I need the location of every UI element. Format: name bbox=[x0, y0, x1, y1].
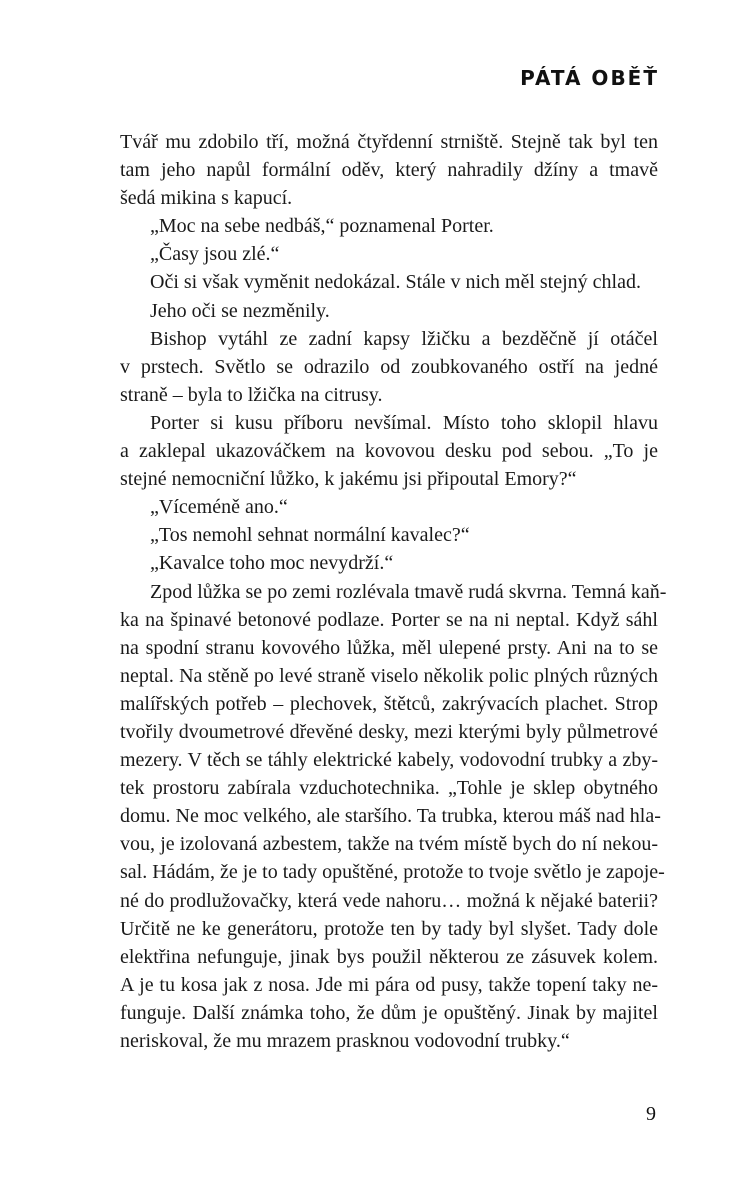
text-line: na spodní stranu kovového lůžka, měl ulepené prsty. Ani na to se bbox=[120, 636, 658, 659]
text-line: funguje. Další známka toho, že dům je opuštěný. Jinak by majitel bbox=[120, 1001, 658, 1024]
text-line: neriskoval, že mu mrazem prasknou vodovodní trubky.“ bbox=[120, 1030, 570, 1052]
text-line: „Víceméně ano.“ bbox=[150, 496, 288, 519]
text-line: neptal. Na stěně po levé straně viselo několik polic plných různých bbox=[120, 664, 658, 687]
text-line: elektřina nefunguje, jinak bys použil některou ze zásuvek kolem. bbox=[120, 945, 658, 968]
text-line: „Kavalce toho moc nevydrží.“ bbox=[150, 552, 394, 575]
text-line: Tvář mu zdobilo tří, možná čtyřdenní strniště. Stejně tak byl ten bbox=[120, 131, 658, 153]
text-line: Oči si však vyměnit nedokázal. Stále v nich měl stejný chlad. bbox=[150, 271, 641, 294]
text-line: domu. Ne moc velkého, ale staršího. Ta trubka, kterou máš nad hla- bbox=[120, 805, 661, 828]
text-line: „Tos nemohl sehnat normální kavalec?“ bbox=[150, 524, 470, 547]
text-line: „Moc na sebe nedbáš,“ poznamenal Porter. bbox=[150, 215, 494, 238]
text-line: mezery. V těch se táhly elektrické kabely, vodovodní trubky a zby- bbox=[120, 749, 658, 772]
text-line: a zaklepal ukazováčkem na kovovou desku pod sebou. „To je bbox=[120, 440, 658, 463]
text-line: Bishop vytáhl ze zadní kapsy lžičku a bezděčně jí otáčel bbox=[150, 327, 658, 350]
text-line: né do prodlužovačky, která vede nahoru… možná k nějaké baterii? bbox=[120, 889, 658, 912]
body-text bbox=[120, 128, 667, 1055]
text-line: Zpod lůžka se po zemi rozlévala tmavě rudá skvrna. Temná kaň- bbox=[150, 580, 667, 603]
page-number: 9 bbox=[646, 1103, 656, 1125]
text-line: tek prostoru zabírala vzduchotechnika. „Tohle je sklep obytného bbox=[120, 777, 658, 800]
text-line: malířských potřeb – plechovek, štětců, zakrývacích plachet. Strop bbox=[120, 692, 658, 715]
text-line: straně – byla to lžička na citrusy. bbox=[120, 383, 383, 406]
text-line: „Časy jsou zlé.“ bbox=[150, 243, 280, 266]
text-line: ka na špinavé betonové podlaze. Porter se na ni neptal. Když sáhl bbox=[120, 608, 658, 631]
text-line: Jeho oči se nezměnily. bbox=[150, 299, 330, 322]
text-line: vou, je izolovaná azbestem, takže na tvém místě bych do ní nekou- bbox=[120, 833, 658, 856]
running-header: PÁTÁ OBĚŤ bbox=[520, 66, 659, 90]
text-line: stejné nemocniční lůžko, k jakému jsi připoutal Emory?“ bbox=[120, 468, 577, 491]
text-line: A je tu kosa jak z nosa. Jde mi pára od pusy, takže topení taky ne- bbox=[120, 973, 658, 996]
text-line: tvořily dvoumetrové dřevěné desky, mezi kterými byly půlmetrové bbox=[120, 720, 658, 743]
text-line: šedá mikina s kapucí. bbox=[120, 187, 293, 210]
text-line: v prstech. Světlo se odrazilo od zoubkovaného ostří na jedné bbox=[120, 355, 658, 378]
text-line: tam jeho napůl formální oděv, který nahradily džíny a tmavě bbox=[120, 159, 658, 182]
text-line: Určitě ne ke generátoru, protože ten by tady byl slyšet. Tady dole bbox=[120, 917, 658, 940]
text-line: sal. Hádám, že je to tady opuštěné, protože to tvoje světlo je zapoje- bbox=[120, 861, 665, 884]
text-line: Porter si kusu příboru nevšímal. Místo toho sklopil hlavu bbox=[150, 411, 658, 434]
